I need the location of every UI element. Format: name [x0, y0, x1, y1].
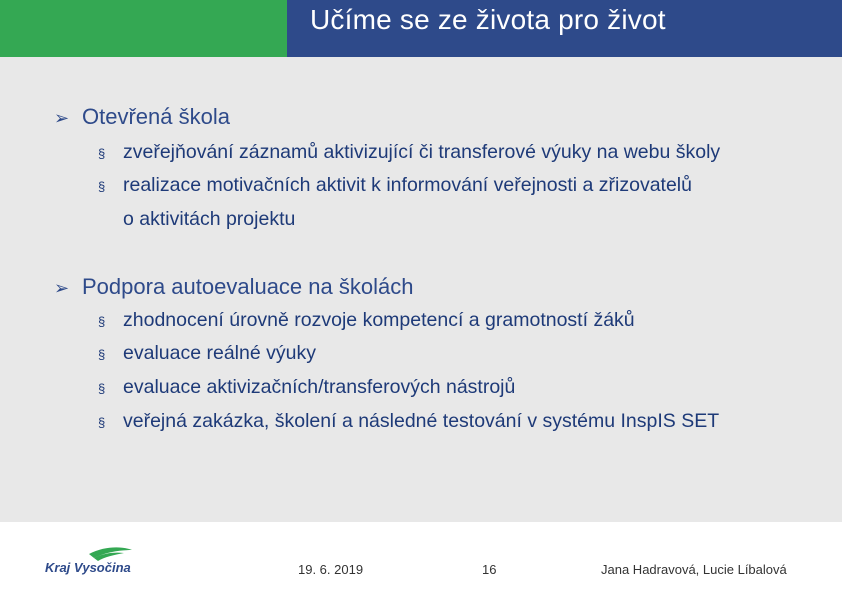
section-title-text: Podpora autoevaluace na školách [82, 274, 414, 299]
header-green-block [0, 0, 287, 57]
bullet-text: zveřejňování záznamů aktivizující či transferové výuky na webu školy [123, 141, 721, 163]
svg-text:Kraj Vysočina: Kraj Vysočina [45, 560, 131, 575]
square-bullet-icon: § [98, 381, 106, 396]
section-title-podpora-autoevaluace [54, 274, 413, 300]
arrow-right-icon: ➢ [54, 108, 70, 128]
bullet-text: evaluace reálné výuky [123, 342, 316, 364]
bullet-text: veřejná zakázka, školení a následné testování v systému InspIS SET [123, 410, 720, 432]
square-bullet-icon: § [98, 347, 106, 362]
slide-title: Učíme se ze života pro život [310, 4, 666, 35]
footer-page-number: 16 [482, 562, 497, 577]
section-title-text: Otevřená škola [82, 104, 230, 129]
bullet-text: evaluace aktivizačních/transferových nástrojů [123, 376, 516, 398]
footer-authors: Jana Hadravová, Lucie Líbalová [601, 562, 787, 577]
section-title-otevrena-skola [54, 104, 230, 130]
square-bullet-icon: § [98, 415, 106, 430]
square-bullet-icon: § [98, 179, 106, 194]
footer-date: 19. 6. 2019 [298, 562, 364, 577]
square-bullet-icon: § [98, 146, 106, 161]
bullet-text: zhodnocení úrovně rozvoje kompetencí a gramotností žáků [123, 309, 635, 331]
kraj-vysocina-logo [44, 544, 136, 576]
square-bullet-icon: § [98, 314, 106, 329]
bullet-text: realizace motivačních aktivit k informování veřejnosti a zřizovatelů [123, 174, 692, 196]
arrow-right-icon: ➢ [54, 278, 70, 298]
bullet-text-continuation: o aktivitách projektu [123, 208, 296, 230]
